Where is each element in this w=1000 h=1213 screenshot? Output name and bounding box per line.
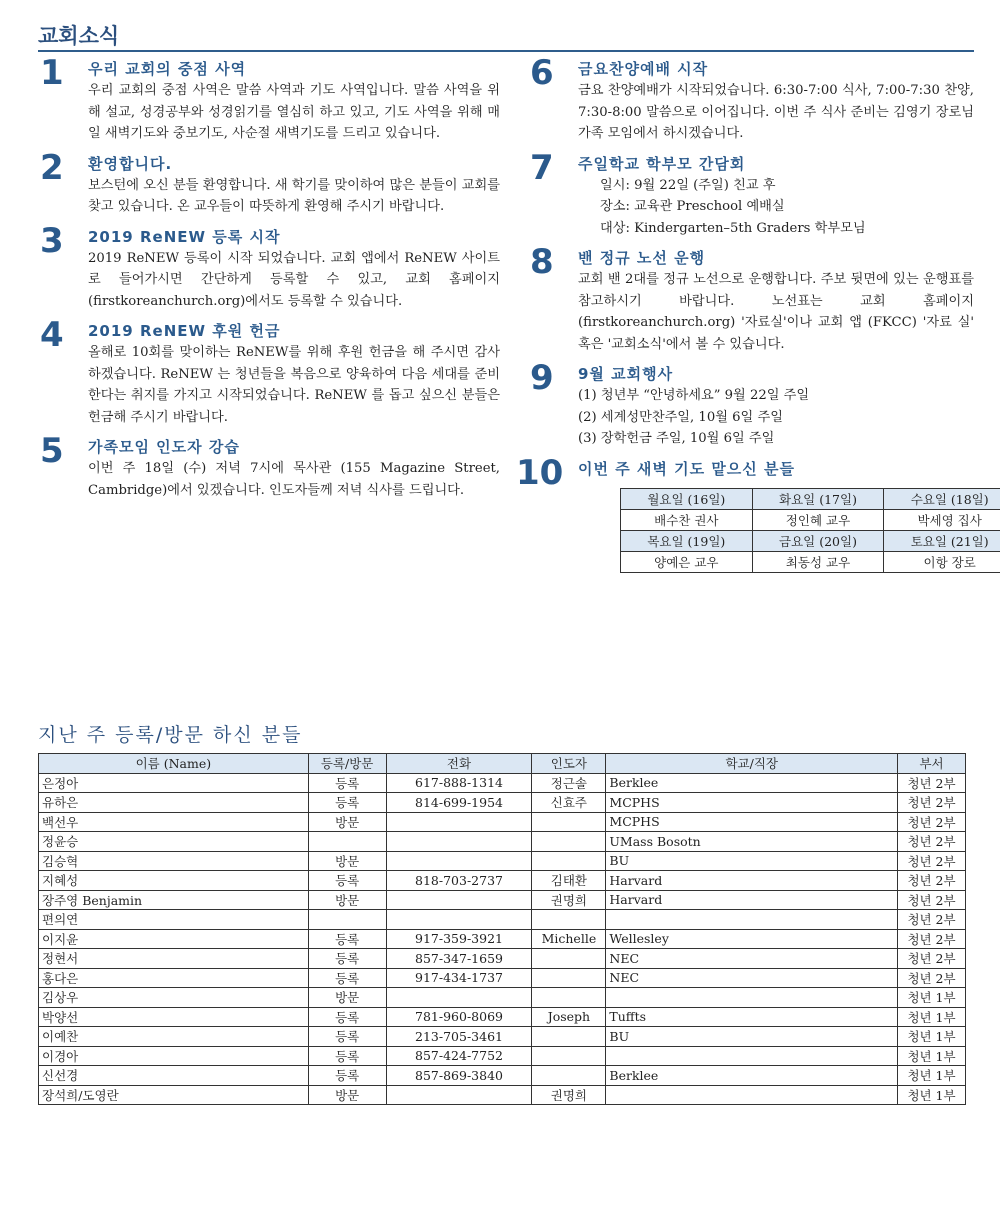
- visitor-phone: [386, 890, 532, 910]
- table-row: [39, 890, 966, 910]
- visitor-name: 정현서: [39, 949, 309, 969]
- news-line: (2) 세계성만찬주일, 10월 6일 주일: [578, 409, 783, 425]
- visitor-name: 정윤승: [39, 832, 309, 852]
- news-number: 10: [516, 452, 564, 493]
- visitor-school: BU: [606, 1027, 898, 1047]
- news-body: 2019 ReNEW 등록이 시작 되었습니다. 교회 앱에서 ReNEW 사이트로 들어가시면 간단하게 등록할 수 있고, 교회 홈페이지 (firstkoreanchurch.org)에서도 등록할 수 있습니다.: [88, 250, 500, 309]
- visitor-name: 장주영 Benjamin: [39, 890, 309, 910]
- table-row: [39, 773, 966, 793]
- header-name: 이름 (Name): [39, 754, 309, 774]
- visitor-type: 방문: [308, 988, 386, 1008]
- table-row: [39, 1027, 966, 1047]
- news-title: 밴 정규 노선 운행: [578, 249, 706, 267]
- news-item-5: [38, 431, 500, 501]
- news-title: 환영합니다.: [88, 154, 173, 173]
- visitor-phone: 213-705-3461: [386, 1027, 532, 1047]
- visitor-dept: 청년 2부: [898, 910, 966, 930]
- visitor-type: 등록: [308, 1066, 386, 1086]
- visitor-school: BU: [606, 851, 898, 871]
- visitor-phone: 781-960-8069: [386, 1007, 532, 1027]
- table-row: [39, 832, 966, 852]
- visitor-phone: [386, 832, 532, 852]
- visitor-name: 김승혁: [39, 851, 309, 871]
- visitor-phone: 818-703-2737: [386, 871, 532, 891]
- header-guide: 인도자: [532, 754, 606, 774]
- news-body: 올해로 10회를 맞이하는 ReNEW를 위해 후원 헌금을 해 주시면 감사하겠습니다. ReNEW 는 청년들을 복음으로 양육하여 다음 세대를 준비한다는 취지를 가지고 시작되었습니다. ReNEW 를 돕고 싶으신 분들은 헌금해 주시기 바랍니다.: [88, 345, 500, 425]
- visitor-school: MCPHS: [606, 812, 898, 832]
- news-body: 교회 밴 2대를 정규 노선으로 운행합니다. 주보 뒷면에 있는 운행표를 참고하시기 바랍니다. 노선표는 교회 홈페이지(firstkoreanchurch.org) '자료실'이나 교회 앱 (FKCC) '자료 실' 혹은 '교회소식'에서 볼 수 있습니다.: [578, 272, 974, 352]
- table-row: [39, 988, 966, 1008]
- duty-day: 수요일 (18일): [884, 488, 1000, 509]
- visitor-dept: 청년 1부: [898, 1046, 966, 1066]
- news-title: 주일학교 학부모 간담회: [578, 154, 746, 173]
- duty-person: 배수찬 권사: [621, 509, 753, 530]
- visitor-phone: 814-699-1954: [386, 793, 532, 813]
- visitor-phone: 917-359-3921: [386, 929, 532, 949]
- dawn-prayer-table: [620, 488, 1000, 573]
- visitor-dept: 청년 2부: [898, 929, 966, 949]
- visitor-guide: [532, 832, 606, 852]
- visitor-type: 등록: [308, 793, 386, 813]
- visitor-guide: [532, 988, 606, 1008]
- visitor-school: [606, 1085, 898, 1105]
- news-number: 3: [40, 220, 64, 261]
- duty-person: 정인혜 교우: [752, 509, 884, 530]
- visitor-school: [606, 988, 898, 1008]
- visitor-phone: [386, 988, 532, 1008]
- visitor-guide: 정근솔: [532, 773, 606, 793]
- table-row: [39, 793, 966, 813]
- visitor-phone: 617-888-1314: [386, 773, 532, 793]
- visitor-dept: 청년 2부: [898, 812, 966, 832]
- table-row: [39, 929, 966, 949]
- visitor-name: 이지윤: [39, 929, 309, 949]
- table-row: [39, 871, 966, 891]
- visitor-school: NEC: [606, 968, 898, 988]
- visitor-school: [606, 1046, 898, 1066]
- visitor-name: 신선경: [39, 1066, 309, 1086]
- visitor-name: 김상우: [39, 988, 309, 1008]
- news-body: 우리 교회의 중점 사역은 말씀 사역과 기도 사역입니다. 말씀 사역을 위해 설교, 성경공부와 성경읽기를 열심히 하고 있고, 기도 사역을 위해 매일 새벽기도와 중보기도, 사순절 새벽기도를 드리고 있습니다.: [88, 83, 500, 141]
- news-item-4: [38, 315, 500, 428]
- visitor-guide: [532, 851, 606, 871]
- header-dept: 부서: [898, 754, 966, 774]
- visitor-type: 등록: [308, 1027, 386, 1047]
- visitor-phone: 857-424-7752: [386, 1046, 532, 1066]
- news-item-9: [528, 358, 974, 450]
- news-line: 장소: 교육관 Preschool 예배실: [600, 199, 785, 214]
- visitor-school: Tuffts: [606, 1007, 898, 1027]
- visitor-type: 등록: [308, 871, 386, 891]
- visitor-guide: 권명희: [532, 890, 606, 910]
- visitor-type: 등록: [308, 773, 386, 793]
- news-line: (3) 장학헌금 주일, 10월 6일 주일: [578, 431, 775, 446]
- news-item-1: [38, 53, 500, 145]
- visitor-school: Harvard: [606, 871, 898, 891]
- visitor-guide: Michelle: [532, 929, 606, 949]
- table-row: [39, 910, 966, 930]
- visitor-phone: 857-347-1659: [386, 949, 532, 969]
- visitor-name: 지혜성: [39, 871, 309, 891]
- visitor-type: 방문: [308, 812, 386, 832]
- visitor-dept: 청년 2부: [898, 949, 966, 969]
- header-type: 등록/방문: [308, 754, 386, 774]
- duty-day: 금요일 (20일): [752, 530, 884, 551]
- visitor-dept: 청년 1부: [898, 1085, 966, 1105]
- news-title: 가족모임 인도자 강습: [88, 438, 240, 456]
- duty-person: 최동성 교우: [752, 551, 884, 572]
- visitor-phone: [386, 910, 532, 930]
- visitors-table: [38, 753, 966, 1105]
- visitor-dept: 청년 2부: [898, 968, 966, 988]
- visitor-type: 등록: [308, 929, 386, 949]
- news-item-3: [38, 220, 500, 313]
- duty-person: 이항 장로: [884, 551, 1000, 572]
- news-title: 2019 ReNEW 후원 헌금: [88, 322, 281, 340]
- news-title: 금요찬양예배 시작: [578, 60, 709, 78]
- visitor-guide: [532, 1066, 606, 1086]
- table-row: [39, 968, 966, 988]
- visitor-phone: [386, 1085, 532, 1105]
- duty-row: [621, 530, 1000, 551]
- news-number: 4: [40, 315, 64, 355]
- news-number: 2: [40, 147, 64, 188]
- duty-day: 토요일 (21일): [884, 530, 1000, 551]
- visitor-school: MCPHS: [606, 793, 898, 813]
- visitor-dept: 청년 2부: [898, 832, 966, 852]
- news-number: 7: [530, 147, 554, 188]
- visitor-dept: 청년 1부: [898, 1007, 966, 1027]
- visitor-name: 편의연: [39, 910, 309, 930]
- news-item-10: [516, 452, 989, 573]
- table-row: [39, 949, 966, 969]
- visitor-guide: [532, 1046, 606, 1066]
- section-header: [38, 22, 974, 52]
- visitor-name: 유하은: [39, 793, 309, 813]
- visitor-name: 이예찬: [39, 1027, 309, 1047]
- news-item-8: [528, 242, 974, 355]
- duty-row: [621, 509, 1000, 530]
- visitor-phone: [386, 851, 532, 871]
- visitor-dept: 청년 1부: [898, 1066, 966, 1086]
- news-body: 금요 찬양예배가 시작되었습니다. 6:30-7:00 식사, 7:00-7:30 찬양, 7:30-8:00 말씀으로 이어집니다. 이번 주 식사 준비는 김영기 장로님 가족 모임에서 하시겠습니다.: [578, 83, 974, 141]
- visitor-name: 홍다은: [39, 968, 309, 988]
- page-title: 교회소식: [38, 23, 120, 48]
- news-body: 보스턴에 오신 분들 환영합니다. 새 학기를 맞이하여 많은 분들이 교회를 찾고 있습니다. 온 교우들이 따뜻하게 환영해 주시기 바랍니다.: [88, 177, 500, 214]
- news-line: 대상: Kindergarten–5th Graders 학부모님: [600, 220, 866, 236]
- visitor-school: Harvard: [606, 890, 898, 910]
- visitor-guide: Joseph: [532, 1007, 606, 1027]
- visitor-guide: [532, 910, 606, 930]
- visitor-type: 방문: [308, 1085, 386, 1105]
- visitor-school: Berklee: [606, 773, 898, 793]
- visitor-school: UMass Bosotn: [606, 832, 898, 852]
- visitor-school: [606, 910, 898, 930]
- visitor-dept: 청년 2부: [898, 793, 966, 813]
- visitor-guide: [532, 968, 606, 988]
- header-phone: 전화: [386, 754, 532, 774]
- news-number: 8: [530, 242, 554, 282]
- news-title: 우리 교회의 중점 사역: [88, 60, 247, 78]
- duty-day: 월요일 (16일): [621, 488, 753, 509]
- visitor-guide: [532, 949, 606, 969]
- news-number: 5: [40, 431, 64, 471]
- visitor-school: NEC: [606, 949, 898, 969]
- visitor-school: Wellesley: [606, 929, 898, 949]
- visitor-name: 박양선: [39, 1007, 309, 1027]
- table-row: [39, 1046, 966, 1066]
- visitor-name: 은정아: [39, 773, 309, 793]
- news-number: 6: [530, 53, 554, 93]
- visitors-body: [39, 773, 966, 1105]
- news-line: 일시: 9월 22일 (주일) 친교 후: [600, 177, 776, 193]
- duty-day: 화요일 (17일): [752, 488, 884, 509]
- visitor-dept: 청년 1부: [898, 1027, 966, 1047]
- news-number: 9: [530, 358, 554, 398]
- table-row: [39, 851, 966, 871]
- visitor-guide: 김태환: [532, 871, 606, 891]
- visitor-type: 방문: [308, 890, 386, 910]
- duty-person: 양예은 교우: [621, 551, 753, 572]
- table-row: [39, 1085, 966, 1105]
- visitor-type: 등록: [308, 1007, 386, 1027]
- news-column-right: [516, 53, 989, 581]
- news-item-6: [528, 53, 974, 145]
- visitor-dept: 청년 2부: [898, 773, 966, 793]
- visitor-type: 방문: [308, 851, 386, 871]
- visitor-dept: 청년 1부: [898, 988, 966, 1008]
- visitor-guide: [532, 812, 606, 832]
- visitors-header-row: [39, 754, 966, 774]
- duty-row: [621, 551, 1000, 572]
- visitor-school: Berklee: [606, 1066, 898, 1086]
- visitor-type: 등록: [308, 968, 386, 988]
- visitor-dept: 청년 2부: [898, 871, 966, 891]
- duty-day: 목요일 (19일): [621, 530, 753, 551]
- visitor-dept: 청년 2부: [898, 890, 966, 910]
- news-line: (1) 청년부 “안녕하세요” 9월 22일 주일: [578, 388, 810, 403]
- visitor-guide: 신효주: [532, 793, 606, 813]
- visitor-type: [308, 832, 386, 852]
- table-row: [39, 1007, 966, 1027]
- visitor-phone: 917-434-1737: [386, 968, 532, 988]
- duty-row: [621, 488, 1000, 509]
- table-row: [39, 1066, 966, 1086]
- visitors-title: 지난 주 등록/방문 하신 분들: [38, 724, 303, 746]
- news-body: 이번 주 18일 (수) 저녁 7시에 목사관 (155 Magazine Street, Cambridge)에서 있겠습니다. 인도자들께 저녁 식사를 드립니다.: [88, 461, 500, 498]
- visitor-name: 이경아: [39, 1046, 309, 1066]
- visitor-name: 백선우: [39, 812, 309, 832]
- visitor-guide: [532, 1027, 606, 1047]
- visitor-phone: [386, 812, 532, 832]
- news-item-2: [38, 147, 500, 218]
- news-title: 이번 주 새벽 기도 맡으신 분들: [578, 459, 795, 478]
- table-row: [39, 812, 966, 832]
- news-item-7: [528, 147, 974, 240]
- news-title: 9월 교회행사: [578, 365, 674, 383]
- visitor-guide: 권명희: [532, 1085, 606, 1105]
- duty-person: 박세영 집사: [884, 509, 1000, 530]
- visitor-type: 등록: [308, 1046, 386, 1066]
- visitor-phone: 857-869-3840: [386, 1066, 532, 1086]
- visitor-type: 등록: [308, 949, 386, 969]
- header-school: 학교/직장: [606, 754, 898, 774]
- news-column-left: [38, 53, 500, 509]
- news-title: 2019 ReNEW 등록 시작: [88, 227, 281, 246]
- visitor-type: [308, 910, 386, 930]
- visitor-name: 장석희/도영란: [39, 1085, 309, 1105]
- news-number: 1: [40, 53, 64, 93]
- visitor-dept: 청년 2부: [898, 851, 966, 871]
